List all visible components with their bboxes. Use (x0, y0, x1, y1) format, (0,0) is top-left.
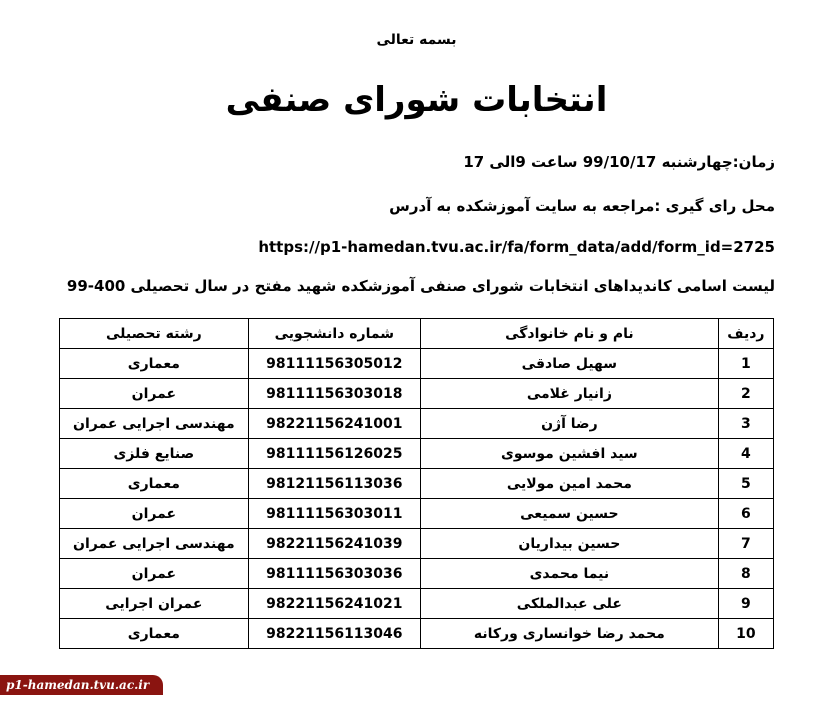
candidates-list-title: لیست اسامی کاندیداهای انتخابات شورای صنفی آموزشکده شهید مفتح در سال تحصیلی 400-99 (66, 277, 775, 295)
table-row (60, 499, 774, 529)
election-time: زمان:چهارشنبه 99/10/17 ساعت 9الی 17 (463, 153, 775, 171)
cell-student-id: 98111156305012 (248, 349, 420, 379)
voting-url[interactable]: https://p1-hamedan.tvu.ac.ir/fa/form_data/add/form_id=2725 (258, 238, 775, 256)
table-row (60, 559, 774, 589)
cell-name: حسین سمیعی (421, 499, 719, 529)
cell-student-id: 98111156126025 (248, 439, 420, 469)
table-header-row (60, 319, 774, 349)
cell-major: عمران (60, 379, 249, 409)
cell-name: محمد امین مولایی (421, 469, 719, 499)
cell-row-number: 3 (718, 409, 773, 439)
header-major: رشته تحصیلی (60, 319, 249, 349)
candidates-table (59, 318, 774, 649)
cell-name: علی عبدالملکی (421, 589, 719, 619)
cell-major: عمران اجرایی (60, 589, 249, 619)
table-row (60, 349, 774, 379)
cell-student-id: 98111156303011 (248, 499, 420, 529)
cell-student-id: 98111156303036 (248, 559, 420, 589)
cell-major: عمران (60, 559, 249, 589)
cell-major: معماری (60, 619, 249, 649)
cell-student-id: 98221156113046 (248, 619, 420, 649)
header-row-number: ردیف (718, 319, 773, 349)
cell-row-number: 10 (718, 619, 773, 649)
cell-name: سهیل صادقی (421, 349, 719, 379)
cell-name: محمد رضا خوانساری ورکانه (421, 619, 719, 649)
cell-student-id: 98111156303018 (248, 379, 420, 409)
cell-student-id: 98221156241001 (248, 409, 420, 439)
cell-row-number: 6 (718, 499, 773, 529)
cell-major: صنایع فلزی (60, 439, 249, 469)
cell-major: مهندسی اجرایی عمران (60, 409, 249, 439)
cell-row-number: 5 (718, 469, 773, 499)
cell-name: زانیار غلامی (421, 379, 719, 409)
cell-student-id: 98121156113036 (248, 469, 420, 499)
site-watermark: p1-hamedan.tvu.ac.ir (0, 675, 163, 695)
header-student-id: شماره دانشجویی (248, 319, 420, 349)
table-row (60, 379, 774, 409)
cell-major: مهندسی اجرایی عمران (60, 529, 249, 559)
page-title: انتخابات شورای صنفی (225, 80, 608, 120)
cell-row-number: 7 (718, 529, 773, 559)
voting-place: محل رای گیری :مراجعه به سایت آموزشکده به آدرس (389, 197, 775, 215)
table-row (60, 439, 774, 469)
header-name: نام و نام خانوادگی (421, 319, 719, 349)
cell-row-number: 8 (718, 559, 773, 589)
cell-name: حسین بیداریان (421, 529, 719, 559)
bismillah-heading: بسمه تعالی (376, 32, 457, 48)
cell-row-number: 1 (718, 349, 773, 379)
cell-student-id: 98221156241039 (248, 529, 420, 559)
cell-row-number: 4 (718, 439, 773, 469)
cell-row-number: 2 (718, 379, 773, 409)
cell-student-id: 98221156241021 (248, 589, 420, 619)
cell-name: سید افشین موسوی (421, 439, 719, 469)
cell-major: معماری (60, 349, 249, 379)
table-row (60, 409, 774, 439)
table-row (60, 529, 774, 559)
table-row (60, 469, 774, 499)
cell-major: عمران (60, 499, 249, 529)
cell-major: معماری (60, 469, 249, 499)
table-row (60, 619, 774, 649)
table-row (60, 589, 774, 619)
cell-name: نیما محمدی (421, 559, 719, 589)
cell-name: رضا آژن (421, 409, 719, 439)
cell-row-number: 9 (718, 589, 773, 619)
